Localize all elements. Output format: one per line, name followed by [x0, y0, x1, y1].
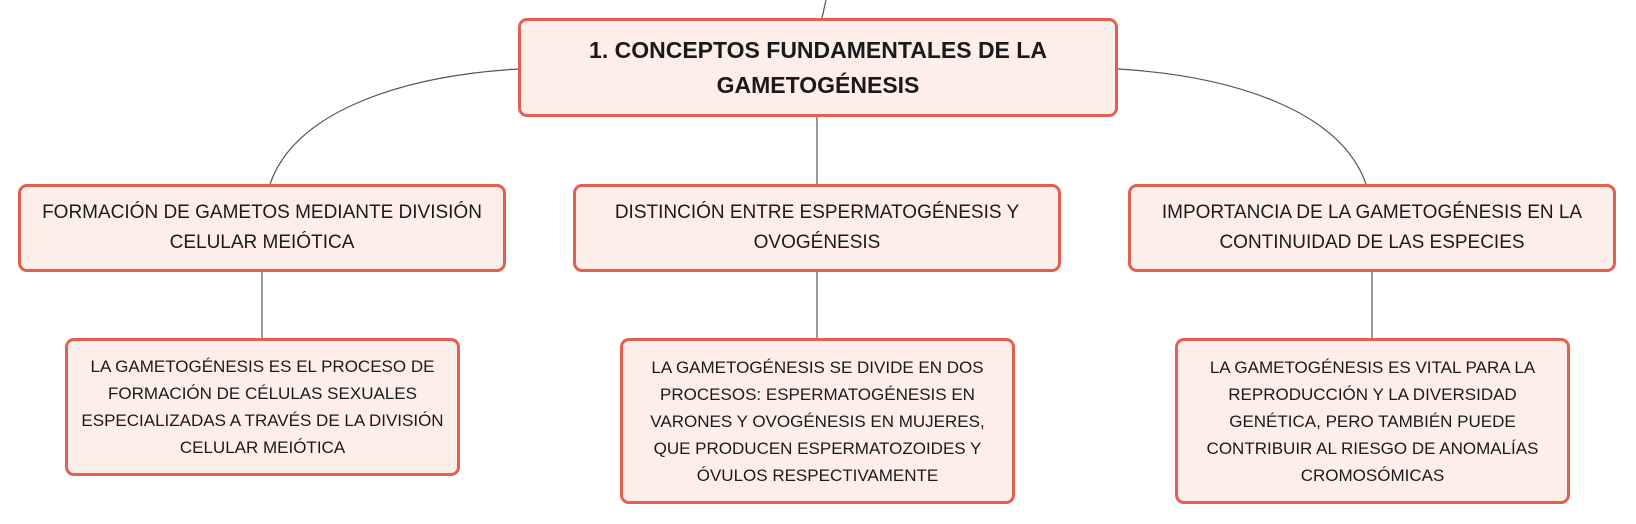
leaf-topic-text: LA GAMETOGÉNESIS ES EL PROCESO DE FORMACIÓN DE CÉLULAS SEXUALES ESPECIALIZADAS A TRAVÉS DE LA DIVISIÓN CELULAR MEIÓTICA	[81, 357, 444, 457]
leaf-topic-text: LA GAMETOGÉNESIS ES VITAL PARA LA REPRODUCCIÓN Y LA DIVERSIDAD GENÉTICA, PERO TAMBIÉN PUEDE CONTRIBUIR AL RIESGO DE ANOMALÍAS CROMOSÓMICAS	[1206, 357, 1539, 485]
leaf-topic-text: LA GAMETOGÉNESIS SE DIVIDE EN DOS PROCESOS: ESPERMATOGÉNESIS EN VARONES Y OVOGÉNESIS EN MUJERES, QUE PRODUCEN ESPERMATOZOIDES Y ÓVULOS RESPECTIVAMENTE	[650, 357, 985, 485]
connector-incoming	[822, 0, 826, 18]
leaf-topic-meiotic-division[interactable]	[65, 338, 460, 476]
leaf-topic-spermatogenesis-vs-oogenesis[interactable]	[620, 338, 1015, 504]
root-topic[interactable]	[518, 18, 1118, 117]
branch-topic-label: IMPORTANCIA DE LA GAMETOGÉNESIS EN LA CONTINUIDAD DE LAS ESPECIES	[1161, 202, 1583, 253]
branch-topic-label: FORMACIÓN DE GAMETOS MEDIANTE DIVISIÓN CELULAR MEIÓTICA	[42, 202, 482, 253]
root-topic-title: 1. CONCEPTOS FUNDAMENTALES DE LA GAMETOGÉNESIS	[589, 36, 1047, 98]
branch-topic-label: DISTINCIÓN ENTRE ESPERMATOGÉNESIS Y OVOGÉNESIS	[614, 202, 1020, 253]
connector-root-branch-1	[270, 69, 518, 184]
leaf-topic-species-continuity[interactable]	[1175, 338, 1570, 504]
connector-root-branch-3	[1118, 69, 1366, 184]
branch-topic-species-continuity[interactable]	[1128, 184, 1616, 272]
branch-topic-spermatogenesis-vs-oogenesis[interactable]	[573, 184, 1061, 272]
branch-topic-meiotic-division[interactable]	[18, 184, 506, 272]
